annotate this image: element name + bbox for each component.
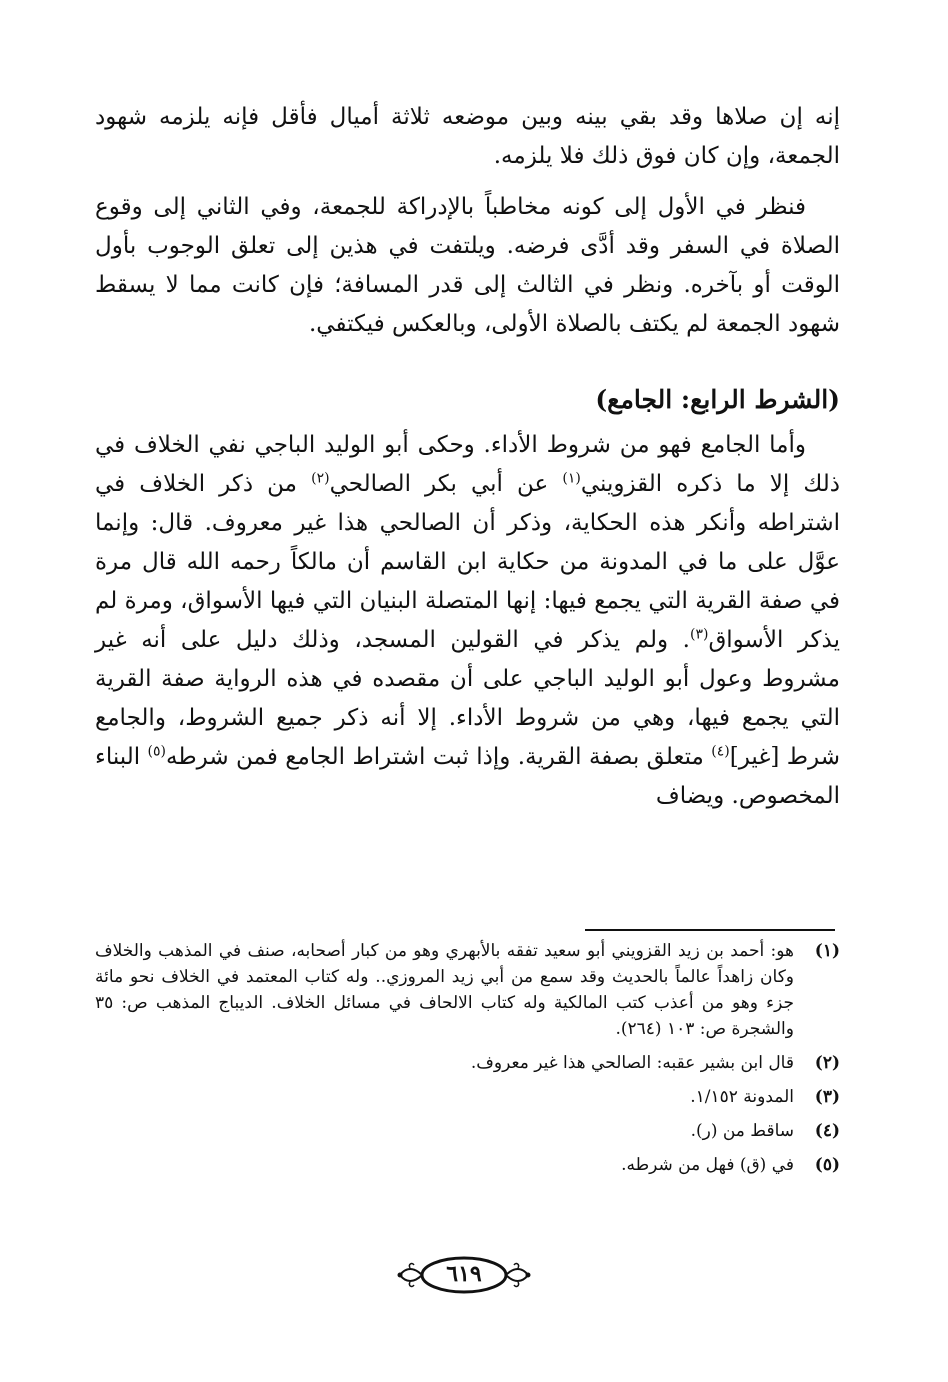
footnote-3 — [95, 1084, 840, 1110]
page-number-ornament — [394, 1253, 534, 1297]
footnote-text: هو: أحمد بن زيد القزويني أبو سعيد تفقه بالأبهري وهو من كبار أصحابه، صنف في المذهب والخلاف وكان زاهداً عالماً بالحديث وقد سمع من أبي زيد المروزي.. وله كتاب المعتمد في الخلاف نحو مائة جزء وهو من أعذب كتب المالكية وله كتاب الالحاف في مسائل الخلاف. الديباج المذهب ص: ٣٥ والشجرة ص: ١٠٣ (٢٦٤). — [95, 941, 794, 1039]
footnote-text: المدونة ١/١٥٢. — [690, 1087, 794, 1107]
section-paragraph — [95, 426, 840, 816]
section-text-2: عن أبي بكر الصالحي — [329, 471, 563, 497]
footnote-text: قال ابن بشير عقبه: الصالحي هذا غير معروف. — [470, 1053, 794, 1073]
footnote-4 — [95, 1118, 840, 1144]
section-text-1: وأما الجامع فهو من شروط الأداء. وحكى أبو الوليد الباجي نفي الخلاف في ذلك إلا ما ذكره القزويني — [95, 432, 840, 497]
paragraph-1: إنه إن صلاها وقد بقي بينه وبين موضعه ثلاثة أميال فأقل فإنه يلزمه شهود الجمعة، وإن كان فوق ذلك فلا يلزمه. — [95, 104, 840, 169]
section-text-4: . ولم يذكر في القولين المسجد، وذلك دليل على أنه غير مشروط وعول أبو الوليد الباجي على أن مقصده في هذه الرواية صفة القرية التي يجمع فيها، وهي من شروط الأداء. إلا أنه ذكر جميع الشروط، والجامع شرط [غير] — [95, 627, 840, 770]
footnote-marker-1: (١) — [562, 470, 581, 487]
footnote-marker-2: (٢) — [311, 470, 330, 487]
footnote-1 — [95, 938, 840, 1042]
paragraph-2: فنظر في الأول إلى كونه مخاطباً بالإدراكة للجمعة، وفي الثاني إلى وقوع الصلاة في السفر وقد أدَّى فرضه. ويلتفت في هذين إلى تعلق الوجوب بأول الوقت أو بآخره. ونظر في الثالث إلى قدر المسافة؛ فإن كانت مما لا يسقط شهود الجمعة لم يكتف بالصلاة الأولى، وبالعكس فيكتفي. — [95, 194, 840, 337]
heading-close-paren: ) — [595, 385, 608, 414]
footnote-marker-5: (٥) — [147, 743, 166, 760]
footnote-2 — [95, 1050, 840, 1076]
page-body — [95, 98, 840, 816]
heading-open-paren: ( — [828, 385, 840, 414]
footnote-number: (٥) — [814, 1155, 840, 1175]
footnote-marker-3: (٣) — [689, 626, 709, 643]
footnote-separator — [585, 929, 835, 931]
section-text-3: من ذكر الخلاف في اشتراطه وأنكر هذه الحكاية، وذكر أن الصالحي هذا غير معروف. قال: وإنما عوَّل على ما في المدونة من حكاية ابن القاسم أن مالكاً رحمه الله قال مرة في صفة القرية التي يجمع فيها: إنها المتصلة البنيان التي فيها الأسواق، ومرة لم يذكر الأسواق — [95, 471, 840, 653]
section-heading — [95, 380, 840, 420]
footnote-5 — [95, 1152, 840, 1178]
footnote-text: في (ق) فهل من شرطه. — [621, 1155, 794, 1175]
heading-text: الشرط الرابع: الجامع — [607, 385, 829, 414]
footnote-number: (١) — [814, 941, 840, 961]
section-text-6: البناء المخصوص. ويضاف — [95, 744, 840, 809]
footnotes — [95, 938, 840, 1186]
footnote-number: (٤) — [814, 1121, 840, 1141]
page-number: ٦١٩ — [446, 1261, 482, 1287]
footnote-marker-4: (٤) — [711, 743, 730, 760]
footnote-number: (٣) — [814, 1087, 840, 1107]
section-text-5: متعلق بصفة القرية. وإذا ثبت اشتراط الجامع فمن شرطه — [166, 744, 712, 770]
footnote-text: ساقط من (ر). — [690, 1121, 794, 1141]
footnote-number: (٢) — [814, 1053, 840, 1073]
